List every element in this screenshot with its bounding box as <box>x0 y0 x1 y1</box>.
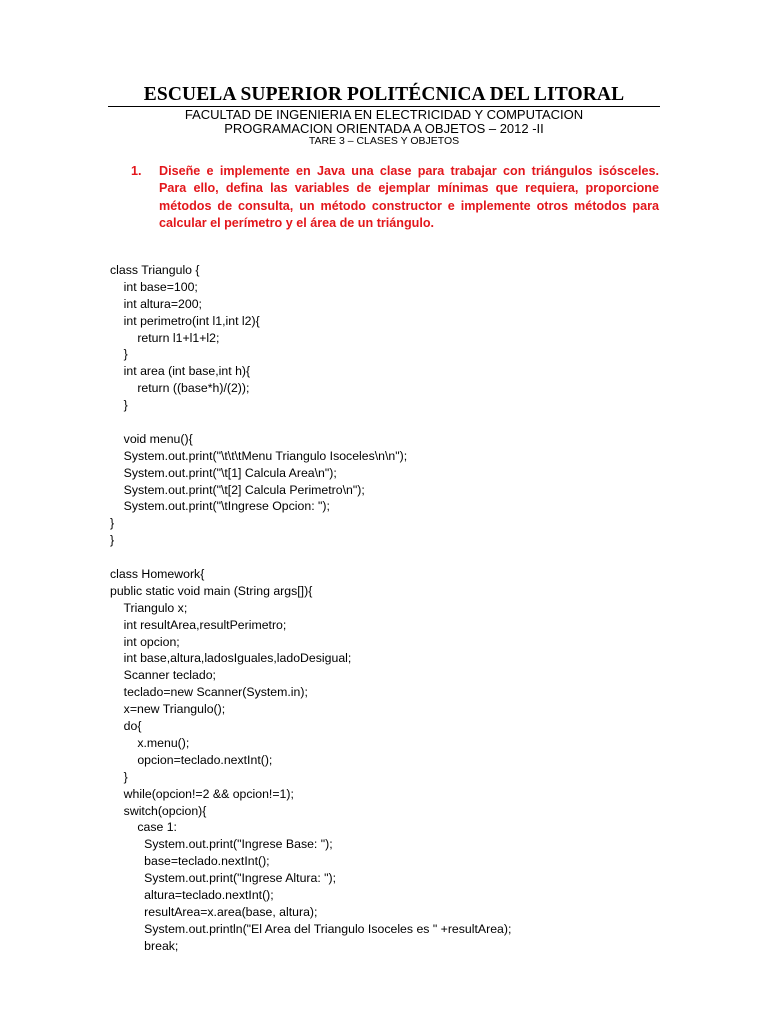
code-line: do{ <box>110 719 142 734</box>
code-line: System.out.print("\tIngrese Opcion: "); <box>110 499 330 514</box>
code-line: } <box>110 398 128 413</box>
code-line: int area (int base,int h){ <box>110 364 251 379</box>
code-line: System.out.print("Ingrese Base: "); <box>110 837 333 852</box>
code-line: int altura=200; <box>110 296 202 311</box>
code-line: opcion=teclado.nextInt(); <box>110 752 273 767</box>
code-line <box>110 414 670 431</box>
faculty-subtitle: FACULTAD DE INGENIERIA EN ELECTRICIDAD Y COMPUTACION <box>184 107 584 122</box>
code-line: int perimetro(int l1,int l2){ <box>110 313 260 328</box>
code-line: Triangulo x; <box>110 600 188 615</box>
code-line <box>110 549 670 566</box>
code-line: int resultArea,resultPerimetro; <box>110 617 287 632</box>
code-line: base=teclado.nextInt(); <box>110 854 270 869</box>
code-line: Scanner teclado; <box>110 668 216 683</box>
code-line: int base,altura,ladosIguales,ladoDesigual; <box>110 651 352 666</box>
question-item <box>131 163 659 233</box>
code-block <box>110 262 670 955</box>
code-line: break; <box>110 938 179 953</box>
code-line: case 1: <box>110 820 177 835</box>
code-line: System.out.print("\t[2] Calcula Perimetro\n"); <box>110 482 365 497</box>
code-line: } <box>110 769 128 784</box>
code-line: while(opcion!=2 && opcion!=1); <box>110 786 294 801</box>
code-line: System.out.print("Ingrese Altura: "); <box>110 871 337 886</box>
code-line: return ((base*h)/(2)); <box>110 381 250 396</box>
code-line: } <box>110 516 115 531</box>
code-line: return l1+l1+l2; <box>110 330 220 345</box>
code-line: public static void main (String args[]){ <box>110 583 313 598</box>
question-text: Diseñe e implemente en Java una clase para trabajar con triángulos isósceles. Para ello, defina las variables de ejemplar mínimas que requiera, proporcione métodos de consulta, un método constructor e implemente otros métodos para calcular el perímetro y el área de un triángulo. <box>159 164 659 231</box>
code-line: resultArea=x.area(base, altura); <box>110 904 318 919</box>
assignment-subtitle: TARE 3 – CLASES Y OBJETOS <box>308 135 460 147</box>
code-line: x.menu(); <box>110 735 190 750</box>
code-line: System.out.println("El Area del Triangulo Isoceles es " +resultArea); <box>110 921 512 936</box>
code-line: x=new Triangulo(); <box>110 702 226 717</box>
code-line: int base=100; <box>110 279 198 294</box>
code-line: int opcion; <box>110 634 180 649</box>
code-line: void menu(){ <box>110 431 193 446</box>
code-line: } <box>110 533 115 548</box>
code-line: teclado=new Scanner(System.in); <box>110 685 308 700</box>
code-line: class Homework{ <box>110 567 205 582</box>
question-number: 1. <box>131 164 142 178</box>
code-line: } <box>110 347 128 362</box>
code-line: altura=teclado.nextInt(); <box>110 887 274 902</box>
page-title: ESCUELA SUPERIOR POLITÉCNICA DEL LITORAL <box>143 84 625 105</box>
code-line: switch(opcion){ <box>110 803 207 818</box>
course-subtitle: PROGRAMACION ORIENTADA A OBJETOS – 2012 -II <box>224 121 544 136</box>
code-line: class Triangulo { <box>110 263 200 277</box>
code-line: System.out.print("\t\t\tMenu Triangulo Isoceles\n\n"); <box>110 448 408 463</box>
code-line: System.out.print("\t[1] Calcula Area\n"); <box>110 465 337 480</box>
